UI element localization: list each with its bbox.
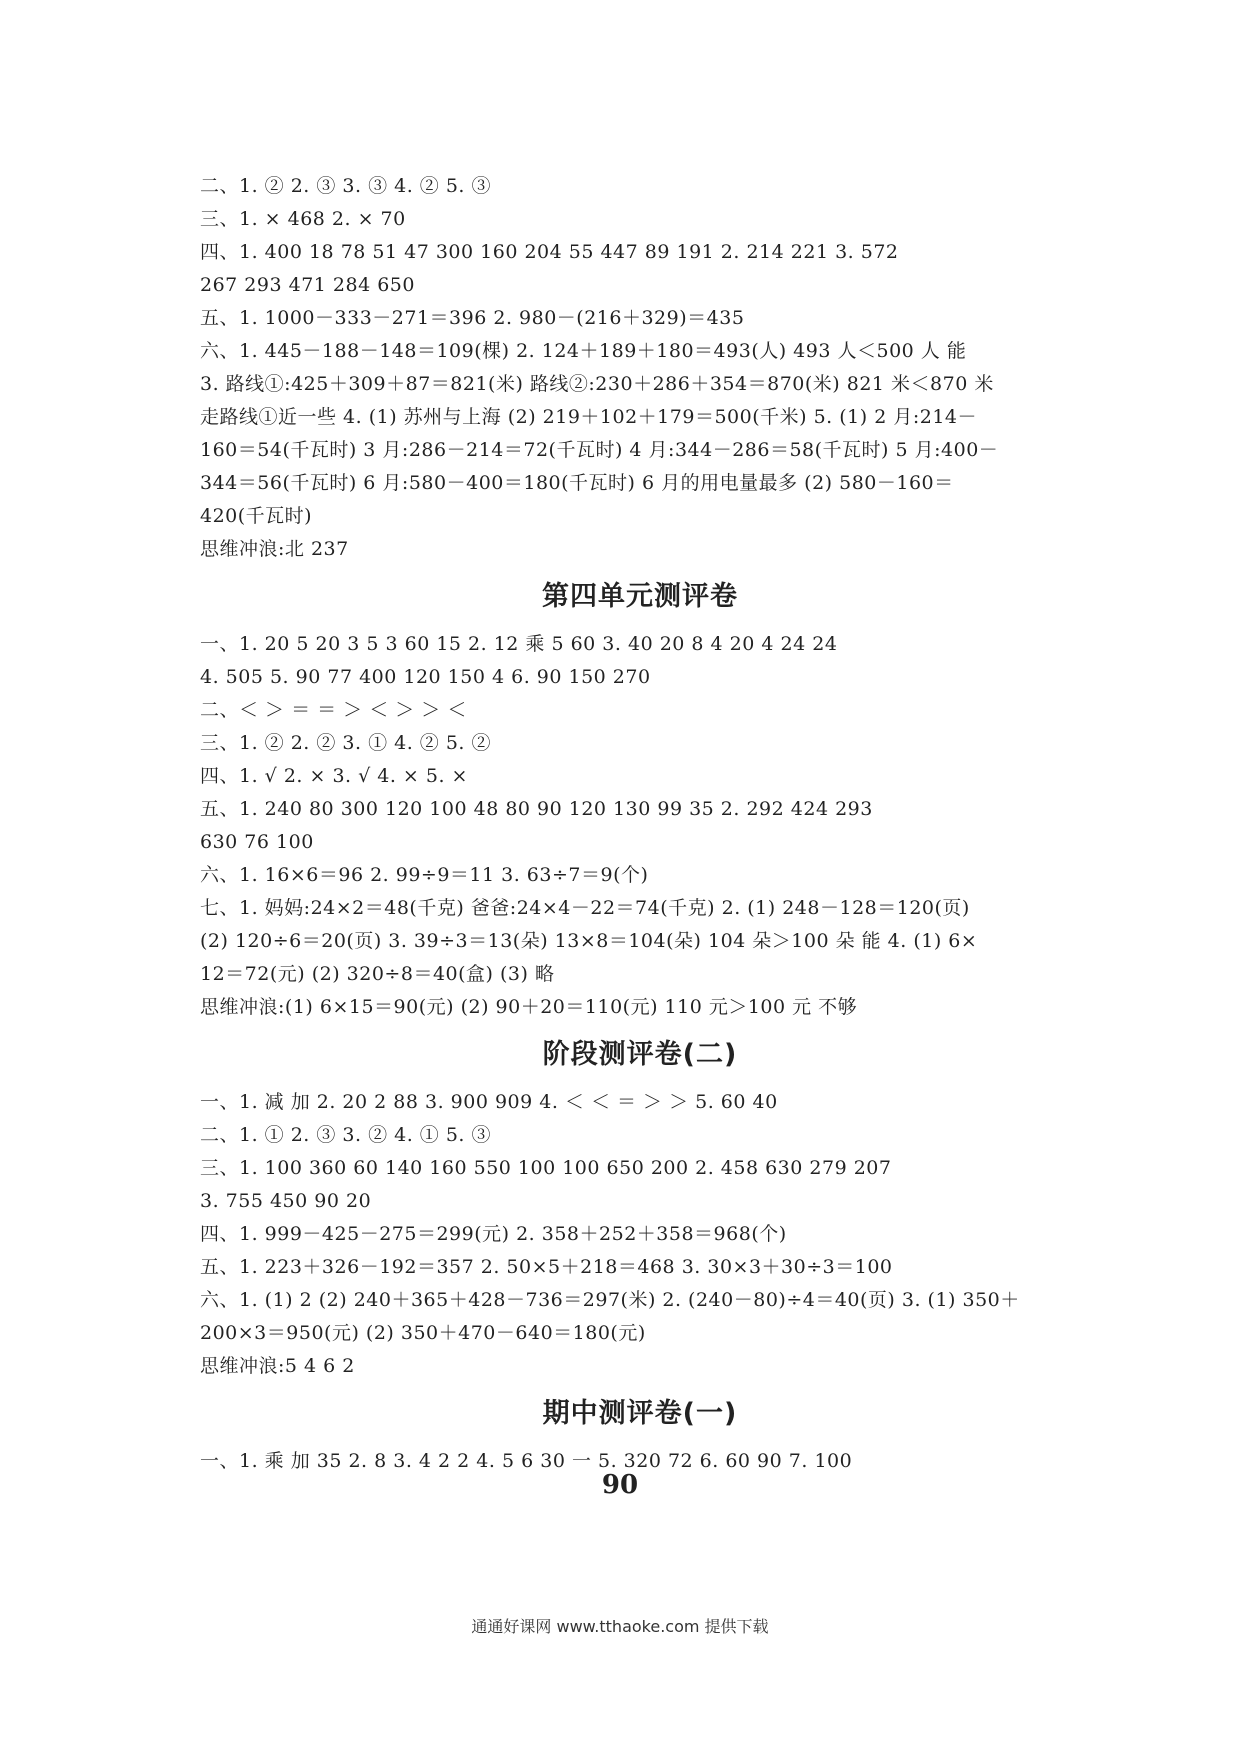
answer-line: 160＝54(千瓦时) 3 月:286－214＝72(千瓦时) 4 月:344－286＝58(千瓦时) 5 月:400－: [200, 439, 999, 461]
answer-line: 五、1. 240 80 300 120 100 48 80 90 120 130 99 35 2. 292 424 293: [200, 798, 873, 820]
answer-line: 思维冲浪:(1) 6×15＝90(元) (2) 90＋20＝110(元) 110 元＞100 元 不够: [200, 996, 858, 1018]
answer-line: 思维冲浪:北 237: [200, 538, 349, 560]
answer-line: 420(千瓦时): [200, 505, 313, 527]
answer-line: 4. 505 5. 90 77 400 120 150 4 6. 90 150 270: [200, 666, 651, 688]
answer-line: 三、1. ② 2. ② 3. ① 4. ② 5. ②: [200, 732, 491, 754]
download-footer: 通通好课网 www.tthaoke.com 提供下载: [471, 1617, 769, 1636]
answer-line: 四、1. 999－425－275＝299(元) 2. 358＋252＋358＝968(个): [200, 1223, 787, 1245]
answer-line: 200×3＝950(元) (2) 350＋470－640＝180(元): [200, 1322, 646, 1344]
answer-line: 二、1. ② 2. ③ 3. ③ 4. ② 5. ③: [200, 175, 491, 197]
answer-line: 一、1. 20 5 20 3 5 3 60 15 2. 12 乘 5 60 3. 40 20 8 4 20 4 24 24: [200, 633, 838, 655]
answer-line: 七、1. 妈妈:24×2＝48(千克) 爸爸:24×4－22＝74(千克) 2. (1) 248－128＝120(页): [200, 897, 970, 919]
answer-line: 630 76 100: [200, 831, 314, 853]
answer-line: 四、1. 400 18 78 51 47 300 160 204 55 447 89 191 2. 214 221 3. 572: [200, 241, 899, 263]
section-heading: 第四单元测评卷: [542, 581, 738, 612]
answer-line: 267 293 471 284 650: [200, 274, 415, 296]
answer-line: 思维冲浪:5 4 6 2: [200, 1355, 355, 1377]
answer-line: 走路线①近一些 4. (1) 苏州与上海 (2) 219＋102＋179＝500(千米) 5. (1) 2 月:214－: [200, 406, 977, 428]
answer-line: (2) 120÷6＝20(页) 3. 39÷3＝13(朵) 13×8＝104(朵) 104 朵＞100 朵 能 4. (1) 6×: [200, 930, 978, 952]
answer-section: [200, 170, 1080, 566]
section-heading: 阶段测评卷(二): [542, 1039, 738, 1070]
answer-content: [200, 170, 1080, 1478]
answer-line: 12＝72(元) (2) 320÷8＝40(盒) (3) 略: [200, 963, 555, 985]
answer-section: [200, 1024, 1080, 1383]
answer-line: 六、1. 16×6＝96 2. 99÷9＝11 3. 63÷7＝9(个): [200, 864, 649, 886]
answer-section: [200, 566, 1080, 1024]
answer-section: [200, 1383, 1080, 1478]
page-number: 90: [601, 1470, 639, 1500]
answer-line: 六、1. 445－188－148＝109(棵) 2. 124＋189＋180＝493(人) 493 人＜500 人 能: [200, 340, 967, 362]
answer-line: 三、1. × 468 2. × 70: [200, 208, 406, 230]
answer-line: 3. 路线①:425＋309＋87＝821(米) 路线②:230＋286＋354＝870(米) 821 米＜870 米: [200, 373, 994, 395]
answer-line: 三、1. 100 360 60 140 160 550 100 100 650 200 2. 458 630 279 207: [200, 1157, 892, 1179]
answer-line: 344＝56(千瓦时) 6 月:580－400＝180(千瓦时) 6 月的用电量最多 (2) 580－160＝: [200, 472, 954, 494]
answer-line: 二、＜ ＞ ＝ ＝ ＞ ＜ ＞ ＞ ＜: [200, 699, 467, 721]
answer-line: 六、1. (1) 2 (2) 240＋365＋428－736＝297(米) 2. (240－80)÷4＝40(页) 3. (1) 350＋: [200, 1289, 1020, 1311]
answer-line: 一、1. 乘 加 35 2. 8 3. 4 2 2 4. 5 6 30 一 5. 320 72 6. 60 90 7. 100: [200, 1450, 853, 1472]
answer-line: 一、1. 减 加 2. 20 2 88 3. 900 909 4. ＜ ＜ ＝ ＞ ＞ 5. 60 40: [200, 1091, 778, 1113]
answer-line: 3. 755 450 90 20: [200, 1190, 372, 1212]
answer-line: 五、1. 223＋326－192＝357 2. 50×5＋218＝468 3. 30×3＋30÷3＝100: [200, 1256, 893, 1278]
answer-line: 五、1. 1000－333－271＝396 2. 980－(216＋329)＝435: [200, 307, 745, 329]
answer-line: 二、1. ① 2. ③ 3. ② 4. ① 5. ③: [200, 1124, 491, 1146]
section-heading: 期中测评卷(一): [542, 1398, 738, 1429]
answer-line: 四、1. √ 2. × 3. √ 4. × 5. ×: [200, 765, 468, 787]
